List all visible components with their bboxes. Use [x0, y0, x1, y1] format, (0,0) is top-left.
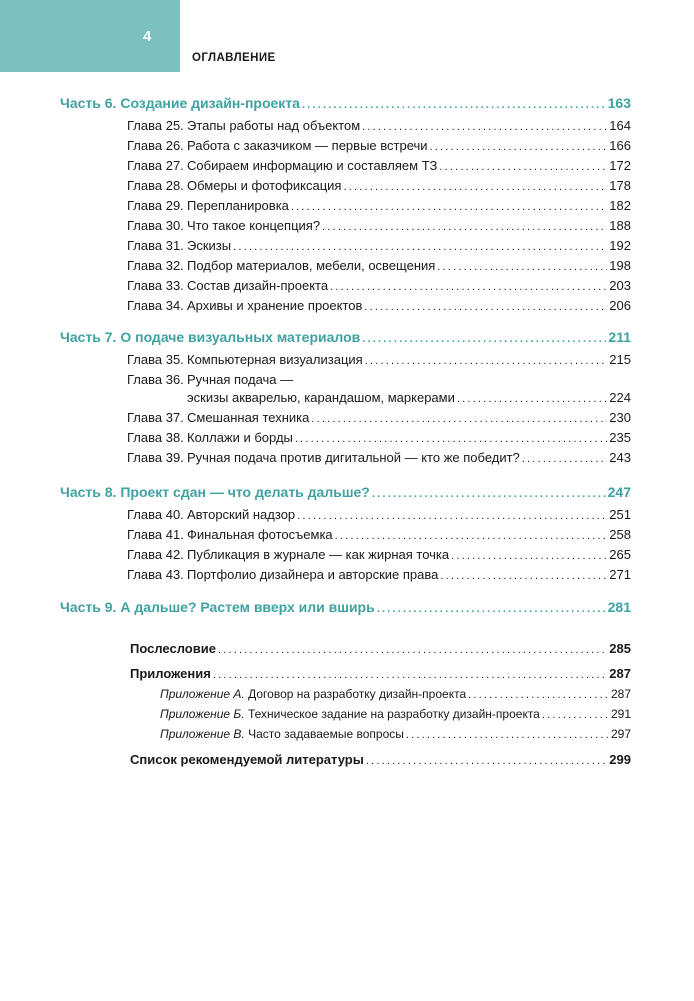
chapter-page: 258	[609, 527, 631, 542]
toc-part-9[interactable]	[60, 599, 631, 617]
toc-part-7[interactable]	[60, 329, 631, 347]
dot-leader	[522, 451, 608, 467]
chapter-title: Портфолио дизайнера и авторские права	[187, 567, 439, 582]
toc-chapter-36[interactable]	[127, 372, 631, 388]
appendix-tag: Приложение Б.	[160, 707, 245, 721]
chapter-title-continuation: эскизы акварелью, карандашом, маркерами	[187, 390, 455, 405]
appendix-title: Техническое задание на разработку дизайн-проекта	[247, 707, 540, 721]
toc-chapter-35[interactable]	[127, 352, 631, 369]
appendix-page: 297	[610, 727, 631, 741]
dot-leader	[451, 548, 607, 564]
toc-chapter-30[interactable]	[127, 218, 631, 235]
dot-leader	[406, 727, 609, 743]
chapter-title: Компьютерная визуализация	[187, 352, 363, 367]
chapter-number: Глава 31.	[127, 238, 184, 253]
chapter-title: Ручная подача —	[187, 372, 294, 387]
toc-chapter-28[interactable]	[127, 178, 631, 195]
toc-chapter-37[interactable]	[127, 410, 631, 427]
dot-leader	[291, 199, 607, 215]
chapter-page: 215	[609, 352, 631, 367]
toc-chapter-40[interactable]	[127, 507, 631, 524]
chapter-number: Глава 32.	[127, 258, 184, 273]
chapter-title: Подбор материалов, мебели, освещения	[187, 258, 436, 273]
chapter-page: 224	[609, 390, 631, 405]
chapter-title: Архивы и хранение проектов	[187, 298, 363, 313]
appendix-title: Договор на разработку дизайн-проекта	[248, 687, 467, 701]
dot-leader	[439, 159, 607, 175]
chapter-title: Публикация в журнале — как жирная точка	[187, 547, 450, 562]
chapter-title: Авторский надзор	[187, 507, 296, 522]
chapter-title: Работа с заказчиком — первые встречи	[187, 138, 428, 153]
appendices-title: Приложения	[130, 666, 211, 681]
part-title: Часть 7. О подаче визуальных материалов	[60, 329, 361, 345]
part-title: Часть 6. Создание дизайн-проекта	[60, 95, 300, 111]
afterword-title: Послесловие	[130, 641, 216, 656]
chapter-page: 198	[609, 258, 631, 273]
chapter-number: Глава 29.	[127, 198, 184, 213]
chapter-page: 192	[609, 238, 631, 253]
chapter-number: Глава 37.	[127, 410, 184, 425]
chapter-page: 251	[609, 507, 631, 522]
chapter-number: Глава 34.	[127, 298, 184, 313]
chapter-page: 265	[609, 547, 631, 562]
appendix-page: 287	[610, 687, 631, 701]
chapter-number: Глава 30.	[127, 218, 184, 233]
dot-leader	[322, 219, 607, 235]
toc-chapter-33[interactable]	[127, 278, 631, 295]
chapter-number: Глава 26.	[127, 138, 184, 153]
part-page: 281	[607, 599, 631, 615]
chapter-page: 243	[609, 450, 631, 465]
toc-chapter-36-continuation[interactable]	[187, 390, 631, 407]
chapter-title: Этапы работы над объектом	[187, 118, 361, 133]
chapter-page: 203	[609, 278, 631, 293]
dot-leader	[457, 391, 607, 407]
dot-leader	[311, 411, 607, 427]
chapter-title: Состав дизайн-проекта	[187, 278, 329, 293]
page-number: 4	[143, 28, 152, 45]
dot-leader	[437, 259, 607, 275]
chapter-number: Глава 27.	[127, 158, 184, 173]
chapter-title: Что такое концепция?	[187, 218, 321, 233]
toc-appendices[interactable]	[130, 666, 631, 683]
appendix-title: Часто задаваемые вопросы	[248, 727, 404, 741]
chapter-page: 178	[609, 178, 631, 193]
toc-afterword[interactable]	[130, 641, 631, 658]
toc-chapter-26[interactable]	[127, 138, 631, 155]
dot-leader	[430, 139, 608, 155]
dot-leader	[302, 97, 606, 113]
toc-appendix-a[interactable]	[160, 686, 631, 703]
chapter-number: Глава 41.	[127, 527, 184, 542]
chapter-number: Глава 25.	[127, 118, 184, 133]
dot-leader	[295, 431, 607, 447]
toc-chapter-25[interactable]	[127, 118, 631, 135]
dot-leader	[330, 279, 607, 295]
toc-appendix-b[interactable]	[160, 706, 631, 723]
toc-chapter-41[interactable]	[127, 527, 631, 544]
bibliography-page: 299	[609, 752, 631, 767]
part-title: Часть 8. Проект сдан — что делать дальше?	[60, 484, 370, 500]
chapter-title: Обмеры и фотофиксация	[187, 178, 342, 193]
toc-chapter-32[interactable]	[127, 258, 631, 275]
dot-leader	[364, 299, 607, 315]
chapter-page: 182	[609, 198, 631, 213]
running-head: ОГЛАВЛЕНИЕ	[192, 52, 276, 64]
dot-leader	[343, 179, 607, 195]
chapter-title: Ручная подача против дигитальной — кто же победит?	[187, 450, 520, 465]
part-page: 211	[608, 329, 631, 345]
part-page: 247	[607, 484, 631, 500]
part-page: 163	[607, 95, 631, 111]
chapter-page: 235	[609, 430, 631, 445]
chapter-page: 164	[609, 118, 631, 133]
appendix-page: 291	[610, 707, 631, 721]
chapter-number: Глава 35.	[127, 352, 184, 367]
chapter-number: Глава 33.	[127, 278, 184, 293]
dot-leader	[335, 528, 608, 544]
chapter-title: Собираем информацию и составляем ТЗ	[187, 158, 438, 173]
dot-leader	[366, 753, 607, 769]
chapter-page: 230	[609, 410, 631, 425]
chapter-title: Коллажи и борды	[187, 430, 293, 445]
toc-bibliography[interactable]	[130, 752, 631, 769]
chapter-number: Глава 36.	[127, 372, 184, 387]
page-tab	[0, 0, 180, 72]
appendix-tag: Приложение В.	[160, 727, 245, 741]
dot-leader	[213, 667, 607, 683]
chapter-number: Глава 43.	[127, 567, 184, 582]
toc-part-6[interactable]	[60, 95, 631, 113]
chapter-page: 166	[609, 138, 631, 153]
dot-leader	[440, 568, 607, 584]
chapter-number: Глава 40.	[127, 507, 184, 522]
dot-leader	[372, 486, 606, 502]
afterword-page: 285	[609, 641, 631, 656]
chapter-page: 271	[609, 567, 631, 582]
chapter-number: Глава 39.	[127, 450, 184, 465]
appendix-tag: Приложение А.	[160, 687, 245, 701]
chapter-title: Смешанная техника	[187, 410, 310, 425]
toc-chapter-29[interactable]	[127, 198, 631, 215]
chapter-page: 206	[609, 298, 631, 313]
chapter-title: Эскизы	[187, 238, 232, 253]
dot-leader	[468, 687, 609, 703]
chapter-number: Глава 38.	[127, 430, 184, 445]
dot-leader	[218, 642, 607, 658]
chapter-title: Финальная фотосъемка	[187, 527, 333, 542]
chapter-number: Глава 28.	[127, 178, 184, 193]
toc-chapter-38[interactable]	[127, 430, 631, 447]
appendices-page: 287	[609, 666, 631, 681]
chapter-page: 172	[609, 158, 631, 173]
toc-chapter-39[interactable]	[127, 450, 631, 467]
dot-leader	[362, 331, 606, 347]
chapter-title: Перепланировка	[187, 198, 289, 213]
toc-chapter-34[interactable]	[127, 298, 631, 315]
dot-leader	[365, 353, 608, 369]
dot-leader	[362, 119, 607, 135]
toc-chapter-42[interactable]	[127, 547, 631, 564]
chapter-page: 188	[609, 218, 631, 233]
toc-chapter-27[interactable]	[127, 158, 631, 175]
toc-chapter-31[interactable]	[127, 238, 631, 255]
dot-leader	[542, 707, 609, 723]
part-title: Часть 9. А дальше? Растем вверх или вширь	[60, 599, 375, 615]
bibliography-title: Список рекомендуемой литературы	[130, 752, 364, 767]
chapter-number: Глава 42.	[127, 547, 184, 562]
toc-appendix-c[interactable]	[160, 726, 631, 743]
dot-leader	[297, 508, 607, 524]
toc-chapter-43[interactable]	[127, 567, 631, 584]
toc-part-8[interactable]	[60, 484, 631, 502]
dot-leader	[377, 601, 606, 617]
dot-leader	[233, 239, 607, 255]
